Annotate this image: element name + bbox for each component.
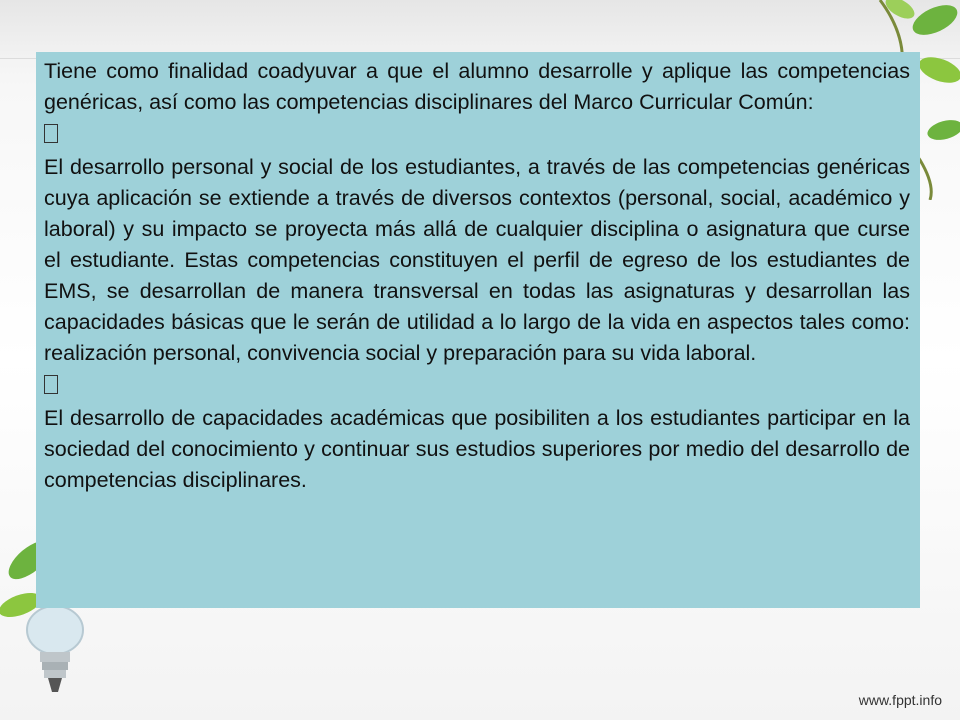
footer-url: www.fppt.info bbox=[858, 692, 942, 708]
paragraph-intro: Tiene como finalidad coadyuvar a que el alumno desarrolle y aplique las competencias genéricas, así como las competencias disciplinares del Marco Curricular Común: bbox=[44, 59, 910, 114]
missing-glyph-box-icon bbox=[44, 124, 58, 143]
bullet-row bbox=[44, 369, 910, 403]
paragraph-academic-capacities: El desarrollo de capacidades académicas que posibiliten a los estudiantes participar en la sociedad del conocimiento y continuar sus estudios superiores por medio del desarrollo de competencias disciplinares. bbox=[44, 406, 910, 492]
paragraph-generic-competencies: El desarrollo personal y social de los estudiantes, a través de las competencias genéricas cuya aplicación se extiende a través de diversos contextos (personal, social, académico y laboral) y su impacto se proyecta más allá de cualquier disciplina o asignatura que curse el estudiante. Estas competencias constituyen el perfil de egreso de los estudiantes de EMS, se desarrollan de manera transversal en todas las asignaturas y desarrollan las capacidades básicas que le serán de utilidad a lo largo de la vida en aspectos tales como: realización personal, convivencia social y preparación para su vida laboral. bbox=[44, 155, 910, 365]
slide-text bbox=[44, 56, 910, 496]
top-band bbox=[0, 0, 960, 59]
missing-glyph-box-icon bbox=[44, 375, 58, 394]
bullet-row bbox=[44, 118, 910, 152]
